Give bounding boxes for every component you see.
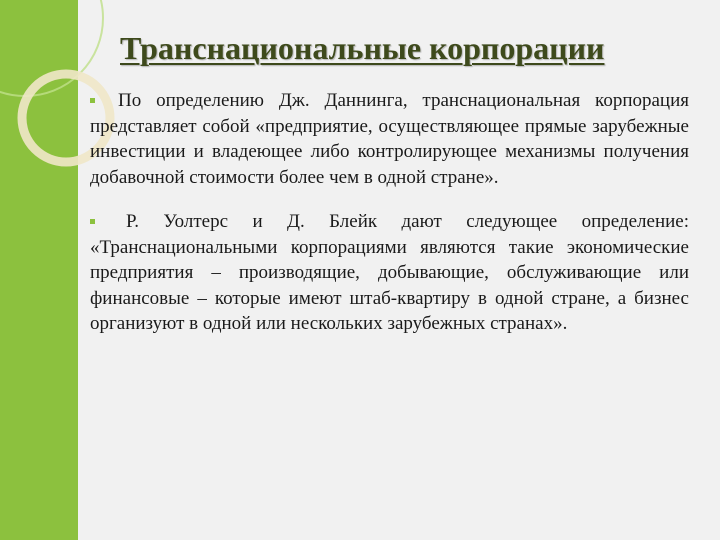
paragraph-walters-blake — [90, 209, 689, 337]
paragraph-walters-blake-text: Р. Уолтерс и Д. Блейк дают следующее определение: «Транснациональными корпорациями являются такие экономические предприятия – производящие, добывающие, обслуживающие или финансовые – которые имеют штаб-квартиру в одной стране, а бизнес организуют в одной или нескольких зарубежных странах». — [90, 211, 689, 334]
paragraph-dunning — [90, 88, 689, 190]
square-bullet-icon — [90, 219, 95, 224]
green-side-band — [0, 0, 78, 540]
slide-body — [90, 88, 689, 356]
paragraph-dunning-text: По определению Дж. Даннинга, транснациональная корпорация представляет собой «предприятие, осуществляющее прямые зарубежные инвестиции и владеющее либо контролирующее механизмы получения добавочной стоимости более чем в одной стране». — [90, 90, 689, 188]
square-bullet-icon — [90, 98, 95, 103]
slide-title: Транснациональные корпорации — [120, 30, 605, 66]
